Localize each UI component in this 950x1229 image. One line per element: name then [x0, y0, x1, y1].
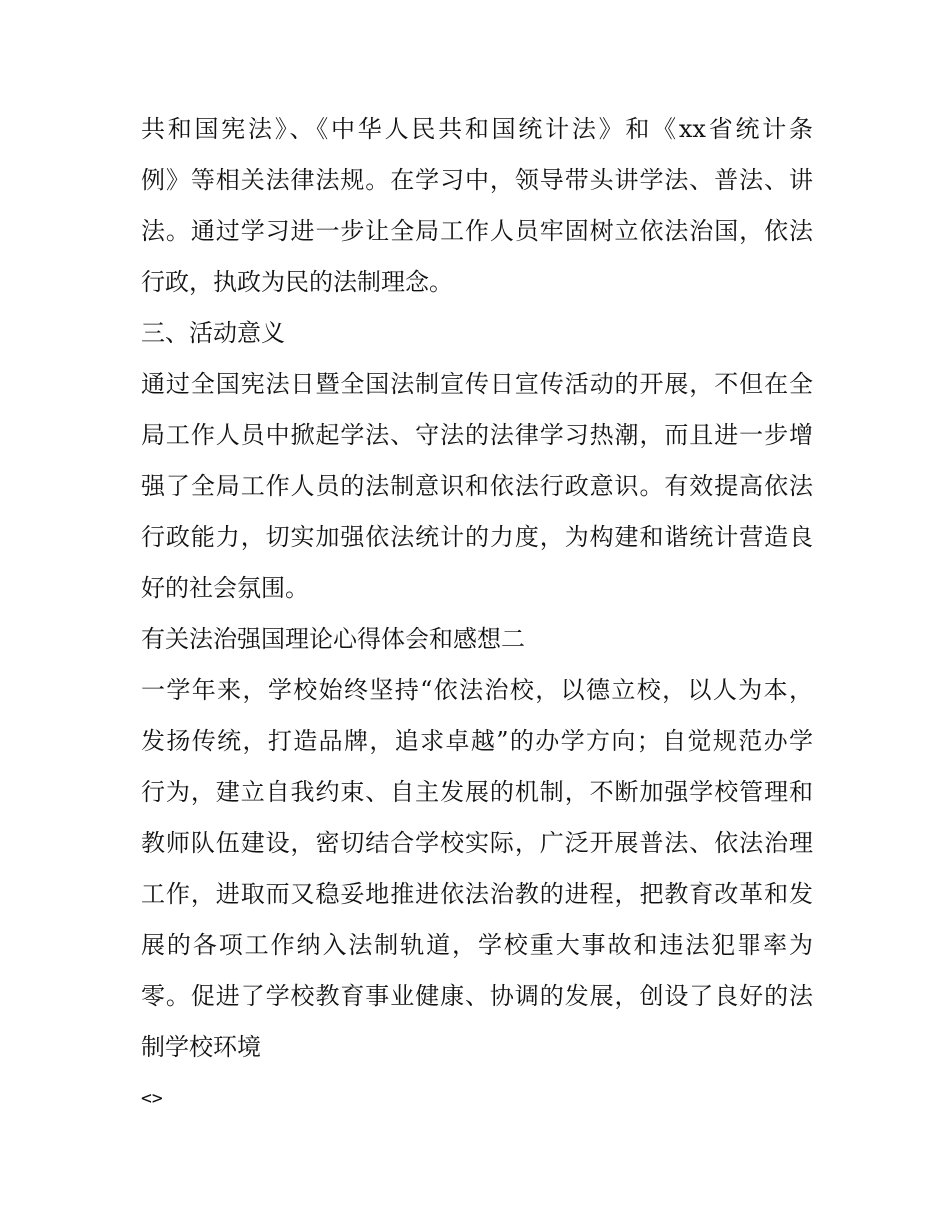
article-title: 有关法治强国理论心得体会和感想二	[141, 625, 525, 653]
text-line: 工作，进取而又稳妥地推进依法治教的进程，把教育改革和发	[141, 880, 813, 908]
text-line: 法。通过学习进一步让全局工作人员牢固树立依法治国，依法	[141, 217, 813, 245]
text-line: 局工作人员中掀起学法、守法的法律学习热潮，而且进一步增	[141, 421, 813, 449]
text-line: 好的社会氛围。	[141, 574, 309, 602]
document-body	[141, 104, 813, 1124]
text-line: 制学校环境	[141, 1033, 261, 1061]
text-line: 发扬传统，打造品牌，追求卓越”的办学方向；自觉规范办学	[141, 727, 813, 755]
text-line: 强了全局工作人员的法制意识和依法行政意识。有效提高依法	[141, 472, 813, 500]
text-line: 零。促进了学校教育事业健康、协调的发展，创设了良好的法	[141, 982, 813, 1010]
text-line: 例》等相关法律法规。在学习中，领导带头讲学法、普法、讲	[141, 166, 813, 194]
text-line: 行政，执政为民的法制理念。	[141, 268, 453, 296]
text-line: 一学年来，学校始终坚持“依法治校，以德立校，以人为本，	[141, 676, 813, 704]
text-line: 展的各项工作纳入法制轨道，学校重大事故和违法犯罪率为	[141, 931, 813, 959]
text-line: 行政能力，切实加强依法统计的力度，为构建和谐统计营造良	[141, 523, 813, 551]
text-line: 教师队伍建设，密切结合学校实际，广泛开展普法、依法治理	[141, 829, 813, 857]
text-line: 通过全国宪法日暨全国法制宣传日宣传活动的开展，不但在全	[141, 370, 813, 398]
text-line: 共和国宪法》、《中华人民共和国统计法》和《xx省统计条	[141, 115, 813, 143]
section-heading: 三、活动意义	[141, 319, 285, 347]
text-line: 行为，建立自我约束、自主发展的机制，不断加强学校管理和	[141, 778, 813, 806]
tail-mark: <>	[141, 1088, 163, 1109]
